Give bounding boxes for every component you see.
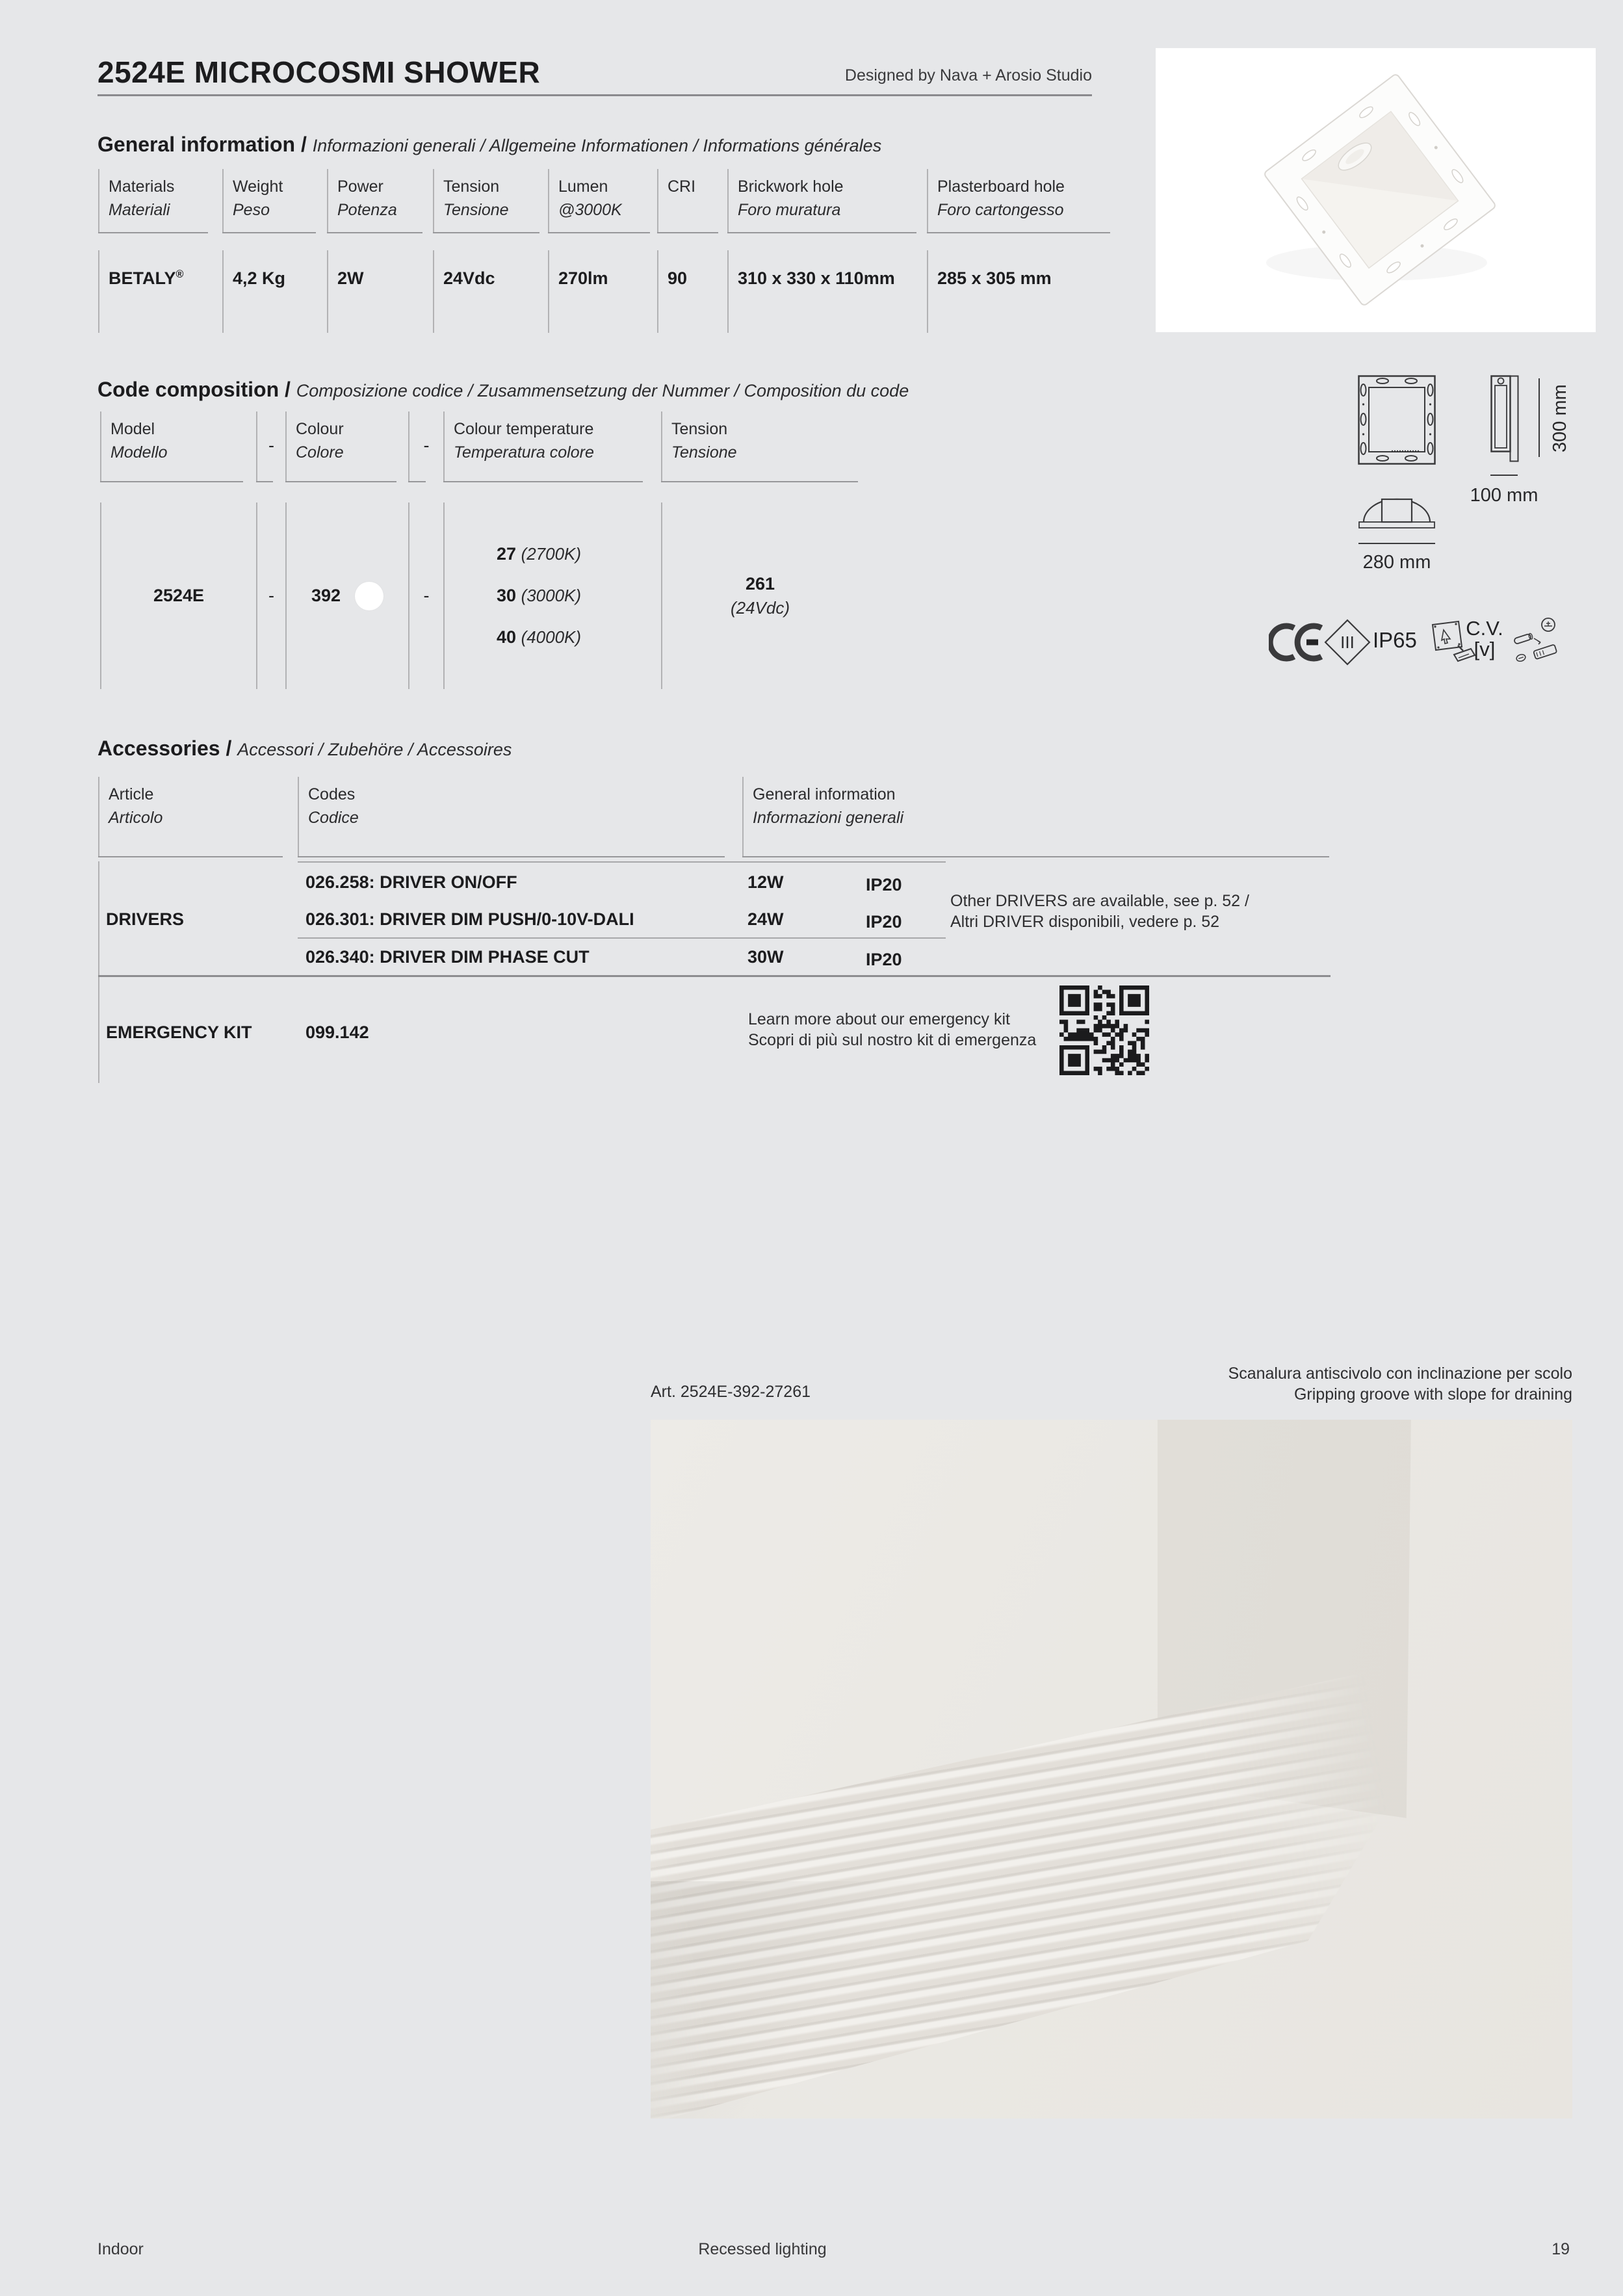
photo-caption-english: Gripping groove with slope for draining (1293, 1385, 1572, 1403)
cc-value-model: 2524E (100, 502, 256, 689)
emergency-note-line1: Learn more about our emergency kit (748, 1010, 1010, 1028)
driver-row-code: 026.301: DRIVER DIM PUSH/0-10V-DALI (305, 909, 634, 929)
colour-swatch-white (355, 582, 383, 610)
gi-value-plasterboard: 285 x 305 mm (927, 250, 1111, 333)
cc-header-colour-temperature: Colour temperature Temperatura colore (443, 411, 661, 482)
gi-value-tension: 24Vdc (433, 250, 548, 333)
driver-row-code: 026.340: DRIVER DIM PHASE CUT (305, 947, 590, 967)
cc-value-tension: 261 (24Vdc) (661, 502, 858, 689)
cc-header-colour: Colour Colore (285, 411, 408, 482)
assembly-kit-icon (1511, 616, 1561, 667)
section-title-accessories: Accessories / Accessori / Zubehöre / Accessoires (97, 737, 512, 760)
detail-photo-gripping-groove (651, 1420, 1572, 2119)
acc-article-drivers: DRIVERS (106, 909, 185, 929)
driver-row-watt: 30W (747, 947, 784, 967)
gi-value-weight: 4,2 Kg (222, 250, 327, 333)
dim-label-width: 280 mm (1362, 552, 1431, 573)
title-divider (97, 94, 1092, 96)
cv-label: C.V. [v] (1466, 617, 1503, 660)
acc-header-info: General information Informazioni generali (742, 777, 1329, 857)
gi-header-materials: Materials Materiali (98, 169, 222, 233)
gi-header-tension: Tension Tensione (433, 169, 548, 233)
gi-value-power: 2W (327, 250, 433, 333)
footer-subcategory: Recessed lighting (698, 2240, 827, 2258)
acc-article-emergency-kit: EMERGENCY KIT (106, 1023, 252, 1042)
cc-header-sep2: - (408, 411, 443, 482)
gi-value-brickwork: 310 x 330 x 110mm (727, 250, 927, 333)
gi-header-weight: Weight Peso (222, 169, 327, 233)
ce-mark-icon (1269, 622, 1323, 662)
drivers-note-line2: Altri DRIVER disponibili, vedere p. 52 (950, 913, 1220, 931)
emergency-kit-qr-code (1059, 985, 1149, 1075)
cc-header-sep1: - (256, 411, 285, 482)
dim-line-300 (1539, 378, 1540, 457)
dim-line-280 (1358, 543, 1435, 544)
top-view-drawing (1358, 497, 1435, 529)
dim-label-depth: 100 mm (1470, 485, 1539, 506)
designer-credit: Designed by Nava + Arosio Studio (844, 66, 1092, 85)
gi-header-cri: CRI (657, 169, 727, 233)
front-view-drawing (1358, 375, 1436, 465)
driver-row-watt: 24W (747, 909, 784, 929)
cc-value-colour: 392 (285, 502, 408, 689)
cc-value-colour-temperature (443, 502, 661, 689)
gi-header-lumen: Lumen @3000K (548, 169, 657, 233)
photo-art-label: Art. 2524E-392-27261 (651, 1383, 811, 1401)
page-title: 2524E MICROCOSMI SHOWER (97, 55, 541, 89)
product-photo-card (1156, 48, 1596, 332)
side-view-drawing (1490, 375, 1522, 467)
emergency-kit-code: 099.142 (305, 1023, 369, 1042)
cc-header-tension: Tension Tensione (661, 411, 858, 482)
footer-page-number: 19 (1552, 2240, 1570, 2258)
emergency-note-line2: Scopri di più sul nostro kit di emergenza (748, 1031, 1037, 1049)
ip-rating-label: IP65 (1373, 628, 1417, 652)
section-title-general-information: General information / Informazioni generali / Allgemeine Informationen / Informations générales (97, 133, 882, 156)
class-iii-icon (1323, 618, 1371, 666)
drivers-bottom-divider (98, 975, 1331, 977)
gi-header-brickwork: Brickwork hole Foro muratura (727, 169, 927, 233)
drivers-note-line1: Other DRIVERS are available, see p. 52 / (950, 892, 1249, 910)
footer-category: Indoor (97, 2240, 144, 2258)
dim-line-100 (1490, 475, 1518, 476)
driver-row-ip: IP20 (866, 912, 902, 932)
temp-option: 40 (4000K) (497, 627, 582, 647)
product-niche-image (1156, 48, 1596, 332)
gi-value-materials: BETALY® (98, 250, 222, 333)
gi-header-plasterboard: Plasterboard hole Foro cartongesso (927, 169, 1111, 233)
acc-header-article: Article Articolo (98, 777, 283, 857)
svg-text:III: III (1340, 633, 1355, 652)
acc-header-codes: Codes Codice (298, 777, 725, 857)
driver-row-watt: 12W (747, 872, 784, 892)
gi-value-cri: 90 (657, 250, 727, 333)
gi-header-power: Power Potenza (327, 169, 433, 233)
gi-value-lumen: 270lm (548, 250, 657, 333)
driver-row-ip: IP20 (866, 950, 902, 969)
cc-header-model: Model Modello (100, 411, 256, 482)
dim-label-height: 300 mm (1550, 384, 1570, 453)
section-title-code-composition: Code composition / Composizione codice / Zusammensetzung der Nummer / Composition du code (97, 378, 909, 401)
cc-value-sep1: - (256, 502, 285, 689)
driver-row-ip: IP20 (866, 875, 902, 894)
temp-option: 30 (3000K) (497, 586, 582, 605)
driver-row-code: 026.258: DRIVER ON/OFF (305, 872, 517, 892)
cc-value-sep2: - (408, 502, 443, 689)
temp-option: 27 (2700K) (497, 544, 582, 564)
photo-caption-italian: Scanalura antiscivolo con inclinazione per scolo (1228, 1364, 1572, 1383)
